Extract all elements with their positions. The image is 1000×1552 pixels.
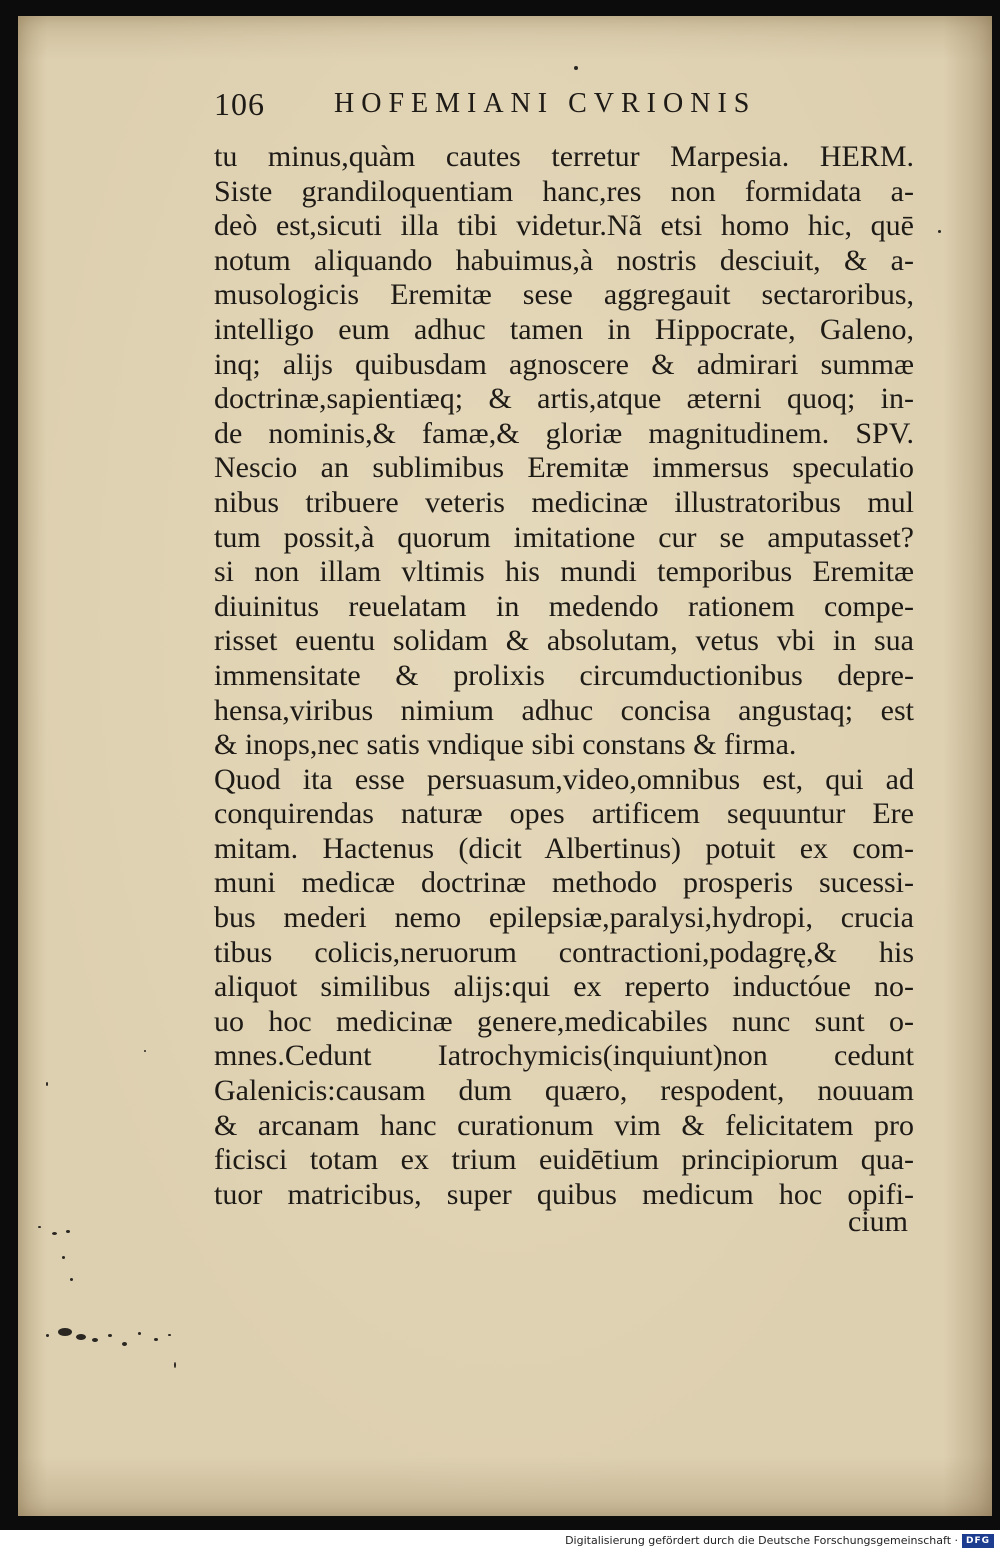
text-line: muni medicæ doctrinæ methodo prosperis sucessi- xyxy=(214,866,914,900)
speck xyxy=(92,1338,98,1342)
text-line: doctrinæ,sapientiæq; & artis,atque æterni quoq; in- xyxy=(214,382,914,416)
speck xyxy=(62,1256,65,1259)
speck xyxy=(574,66,578,70)
text-line: musologicis Eremitæ sese aggregauit sectaroribus, xyxy=(214,278,914,312)
text-line: ficisci totam ex trium euidētium principiorum qua- xyxy=(214,1143,914,1177)
text-line: deò est,sicuti illa tibi videtur.Nã etsi homo hic, quē xyxy=(214,209,914,243)
speck xyxy=(66,1230,70,1233)
speck xyxy=(168,1334,171,1336)
text-line: uo hoc medicinæ genere,medicabiles nunc sunt o- xyxy=(214,1004,914,1038)
text-line: notum aliquando habuimus,à nostris desciuit, & a- xyxy=(214,243,914,277)
text-line: Siste grandiloquentiam hanc,res non formidata a- xyxy=(214,174,914,208)
text-line: tibus colicis,neruorum contractioni,podagrę,& his xyxy=(214,935,914,969)
funding-credit: Digitalisierung gefördert durch die Deutsche Forschungsgemeinschaft · xyxy=(565,1534,958,1547)
text-line: immensitate & prolixis circumductionibus depre- xyxy=(214,658,914,692)
speck xyxy=(46,1082,48,1086)
speck xyxy=(70,1278,73,1281)
text-line: & inops,nec satis vndique sibi constans & firma. xyxy=(214,728,797,762)
body-text xyxy=(214,140,914,1212)
speck xyxy=(46,1334,49,1337)
text-line: Quod ita esse persuasum,video,omnibus est, qui ad xyxy=(214,762,914,796)
text-line: tuor matricibus, super quibus medicum hoc opifi- xyxy=(214,1177,914,1211)
text-line: tum possit,à quorum imitatione cur se amputasset? xyxy=(214,520,914,554)
text-line: diuinitus reuelatam in medendo rationem compe- xyxy=(214,589,914,623)
speck xyxy=(52,1232,57,1235)
text-line: de nominis,& famæ,& gloriæ magnitudinem. SPV. xyxy=(214,416,914,450)
text-line: Galenicis:causam dum quæro, respodent, nouuam xyxy=(214,1074,914,1108)
speck xyxy=(122,1342,127,1346)
speck xyxy=(138,1332,141,1335)
text-line: si non illam vltimis his mundi temporibus Eremitæ xyxy=(214,555,914,589)
text-line: mnes.Cedunt Iatrochymicis(inquiunt)non cedunt xyxy=(214,1039,914,1073)
text-line: aliquot similibus alijs:qui ex reperto inductóue no- xyxy=(214,970,914,1004)
page-number: 106 xyxy=(214,86,265,122)
text-line: intelligo eum adhuc tamen in Hippocrate, Galeno, xyxy=(214,312,914,346)
running-head xyxy=(214,84,814,128)
text-line: mitam. Hactenus (dicit Albertinus) potuit ex com- xyxy=(214,831,914,865)
text-line: nibus tribuere veteris medicinæ illustratoribus mul xyxy=(214,485,914,519)
speck xyxy=(938,230,941,233)
text-line: bus mederi nemo epilepsiæ,paralysi,hydropi, crucia xyxy=(214,901,914,935)
text-line: & arcanam hanc curationum vim & felicitatem pro xyxy=(214,1108,914,1142)
speck xyxy=(108,1334,112,1337)
dfg-logo-icon[interactable]: DFG xyxy=(962,1534,994,1548)
speck xyxy=(174,1362,176,1368)
speck xyxy=(58,1328,72,1336)
speck xyxy=(144,1050,146,1052)
catchword: cium xyxy=(848,1205,908,1238)
speck xyxy=(38,1226,41,1228)
text-line: risset euentu solidam & absolutam, vetus vbi in sua xyxy=(214,624,914,658)
speck xyxy=(154,1338,158,1341)
running-title: HOFEMIANI CVRIONIS xyxy=(334,88,757,119)
speck xyxy=(76,1334,86,1340)
digitization-footer xyxy=(0,1530,1000,1552)
text-line: tu minus,quàm cautes terretur Marpesia. HERM. xyxy=(214,140,914,173)
text-line: Nescio an sublimibus Eremitæ immersus speculatio xyxy=(214,451,914,485)
text-line: inq; alijs quibusdam agnoscere & admirari summæ xyxy=(214,347,914,381)
text-line: hensa,viribus nimium adhuc concisa angustaq; est xyxy=(214,693,914,727)
text-line: conquirendas naturæ opes artificem sequuntur Ere xyxy=(214,797,914,831)
